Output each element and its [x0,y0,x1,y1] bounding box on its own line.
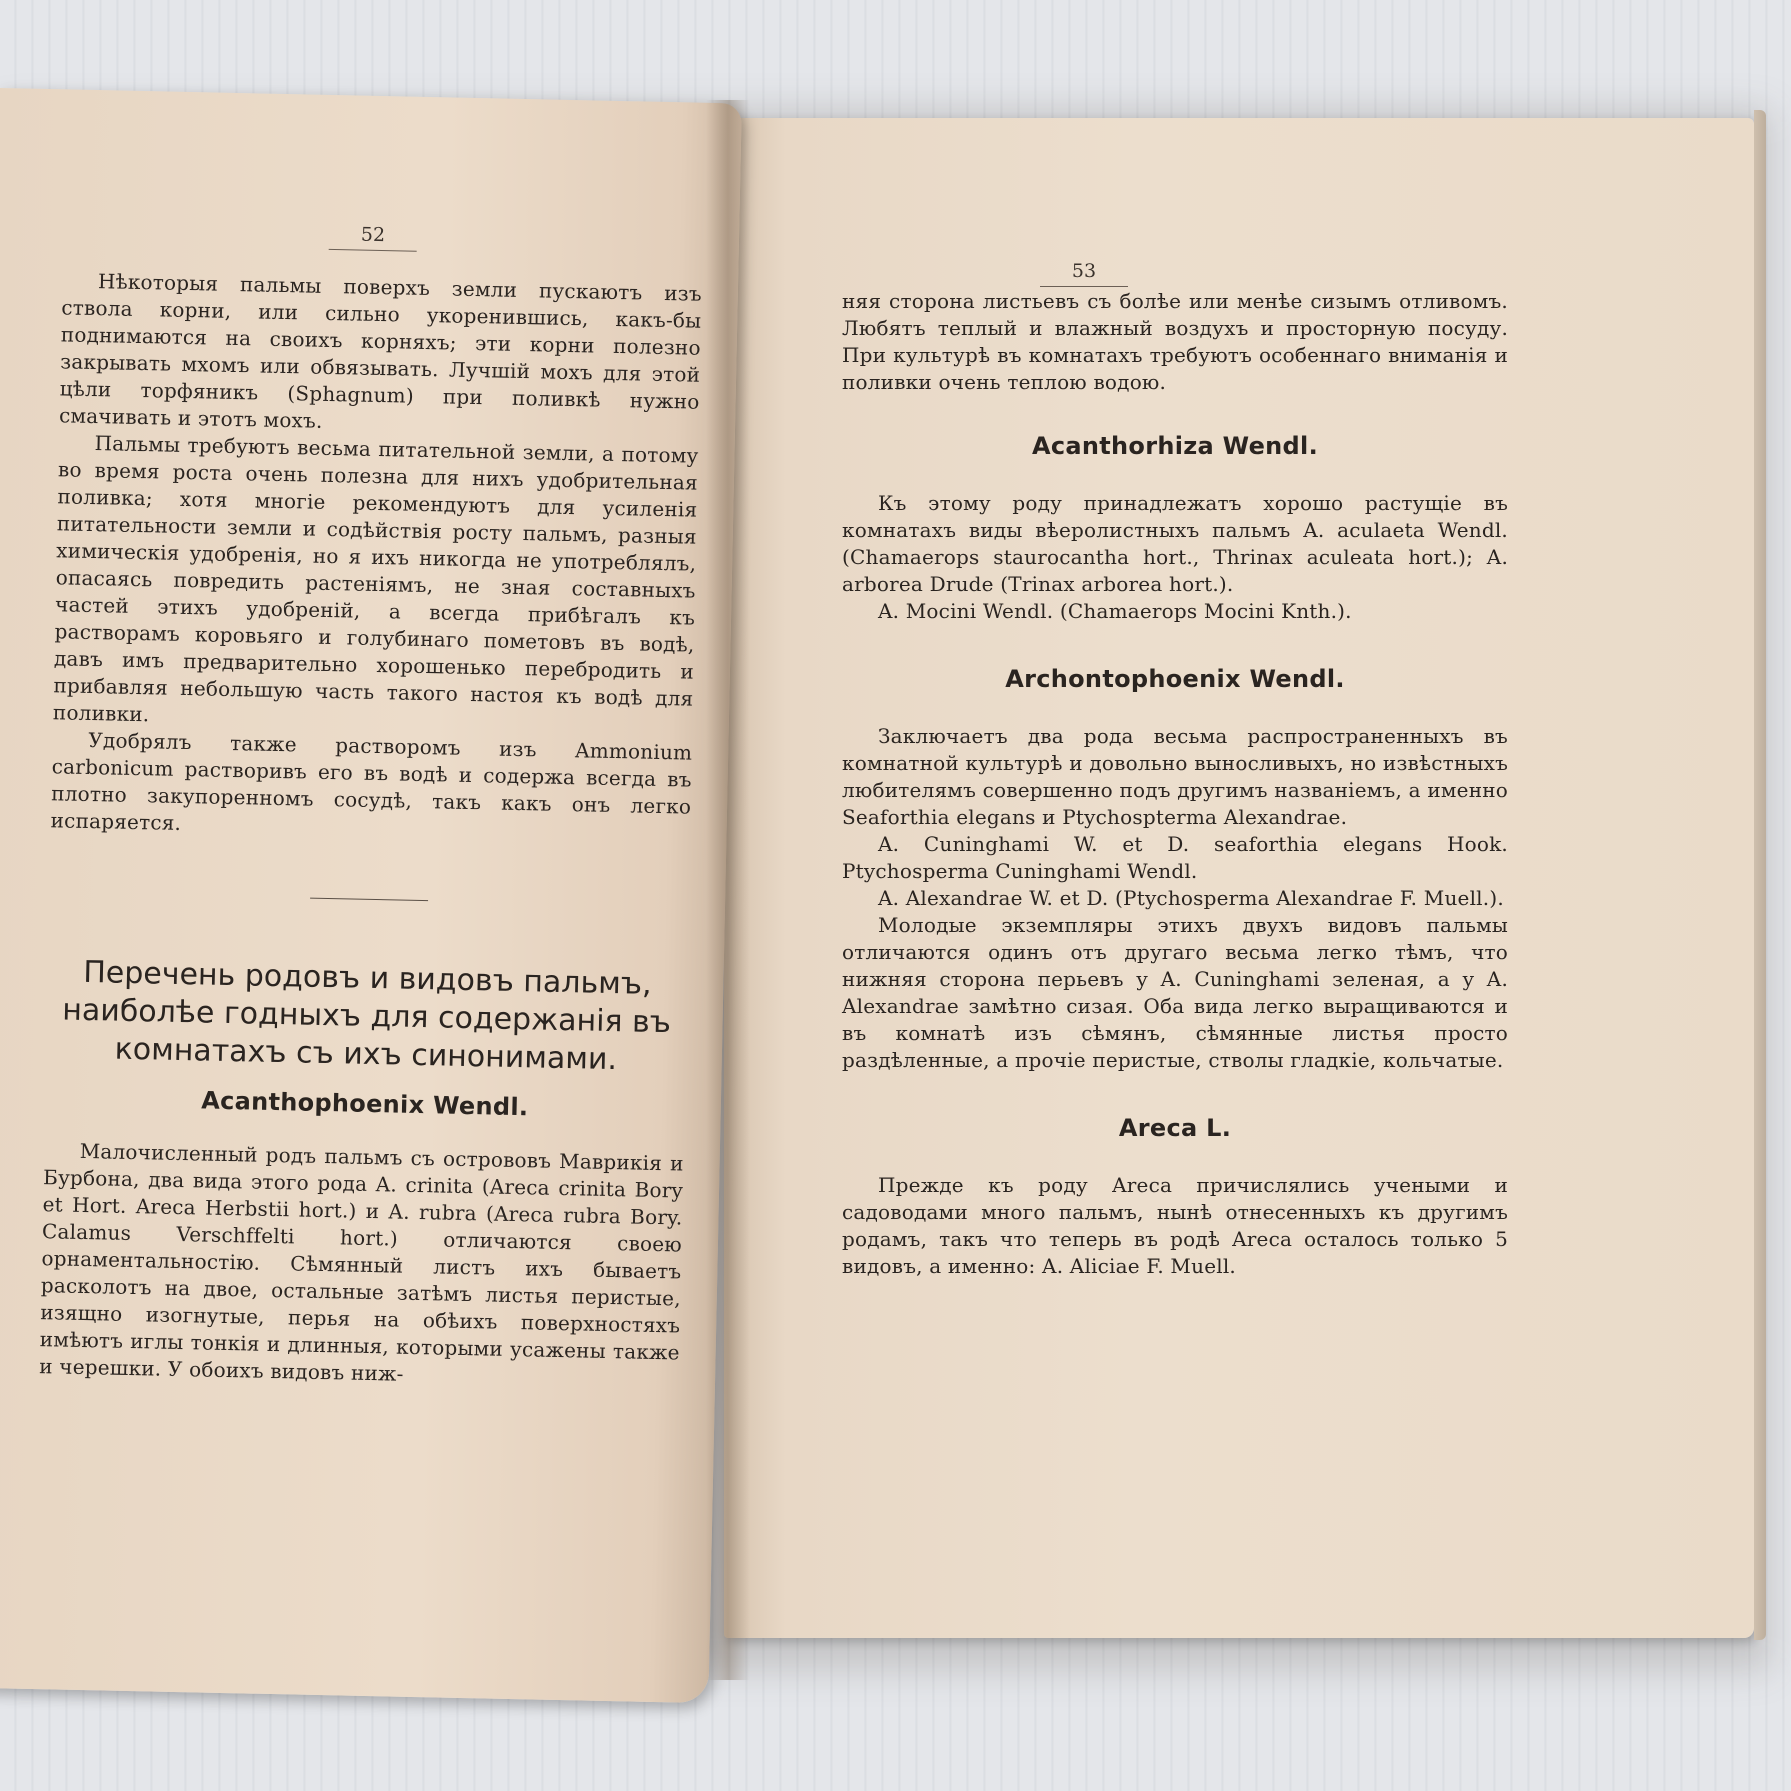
left-page [0,88,742,1703]
paragraph: A. Alexandrae W. et D. (Ptychosperma Alexandrae F. Muell.). [878,886,1504,910]
left-page-text [39,267,702,1393]
paragraph: Прежде къ роду Areca причислялись учеными и садоводами много пальмъ, нынѣ отнесенныхъ къ другимъ родамъ, такъ что теперь въ родѣ Areca осталось только 5 видовъ, а именно: A. Aliciae F. Muell. [842,1173,1508,1278]
paragraph: A. Mocini Wendl. (Chamaerops Mocini Knth.). [878,599,1352,623]
page-number-rule [329,249,417,252]
paragraph: Молодые экземпляры этихъ двухъ видовъ пальмы отличаются одинъ отъ другаго весьма легко тѣмъ, что нижняя сторона перьевъ у A. Cuninghami зеленая, а у A. Alexandrae замѣтно сизая. Оба вида легко выращиваются и въ комнатѣ изъ сѣмянъ, сѣмянные листья просто раздѣленные, а прочіе перистые, стволы гладкіе, кольчатые. [842,913,1508,1072]
section-divider [310,898,428,901]
genus-heading-acanthophoenix: Acanthophoenix Wendl. [200,1086,529,1122]
paragraph: Малочисленный родъ пальмъ съ острововъ Маврикія и Бурбона, два вида этого рода A. crinita (Areca crinita Bory et Hort. Areca Herbstii hort.) и A. rubra (Areca rubra Bory. Calamus Verschffelti hort.) отличаются своею орнаментальностію. Сѣмянный листъ ихъ бываетъ расколотъ на двое, остальные затѣмъ листья перистые, изящно изогнутые, перья на обѣихъ поверхностяхъ имѣютъ иглы тонкія и длинныя, которыми усажены также и черешки. У обоихъ видовъ ниж- [38,1138,684,1386]
paragraph: Удобрялъ также растворомъ изъ Ammonium carbonicum растворивъ его въ водѣ и содержа всегда въ плотно закупоренномъ сосудѣ, такъ какъ онъ легко испаряется. [50,727,693,835]
paragraph: Пальмы требуютъ весьма питательной земли, а потому во время роста очень полезна для нихъ удобрительная поливка; хотя многіе рекомендуютъ для усиленія питательности земли и содѣйствія росту пальмъ, разныя химическія удобренія, но я ихъ никогда не употреблялъ, опасаясь повредить растеніямъ, не зная составныхъ частей этихъ удобреній, а всегда прибѣгалъ къ растворамъ коровьяго и голубинаго пометовъ въ водѣ, давъ имъ предварительно хорошенько перебродить и прибавляя небольшую часть такого настоя къ водѣ для поливки. [52,431,699,727]
paragraph: Заключаетъ два рода весьма распространенныхъ въ комнатной культурѣ и довольно выносливыхъ, но извѣстныхъ любителямъ совершенно подъ другимъ названіемъ, а именно Seaforthia elegans и Ptychospterma Alexandrae. [842,724,1508,829]
paragraph: Къ этому роду принадлежатъ хорошо растущіе въ комнатахъ виды вѣеролистныхъ пальмъ A. aculaeta Wendl. (Chamaerops staurocantha hort., Thrinax aculeata hort.); A. arborea Drude (Trinax arborea hort.). [842,491,1508,596]
genus-heading-areca: Areca L. [1118,1114,1232,1142]
page-number-right: 53 [1071,260,1097,282]
genus-heading-acanthorhiza: Acanthorhiza Wendl. [1031,432,1318,460]
page-edges [1754,110,1766,1640]
book-gutter [706,100,750,1680]
genus-heading-archontophoenix: Archontophoenix Wendl. [1005,665,1345,693]
page-number-left: 52 [360,223,386,247]
right-page-text [842,270,1508,1280]
paragraph: A. Cuninghami W. et D. seaforthia elegans Hook. Ptychosperma Cuninghami Wendl. [842,832,1508,883]
right-page [724,118,1754,1638]
section-title: Перечень родовъ и видовъ пальмъ, наиболѣе годныхъ для содержанія въ комнатахъ съ ихъ синонимами. [61,954,672,1078]
continued-paragraph: няя сторона листьевъ съ болѣе или менѣе сизымъ отливомъ. Любятъ теплый и влажный воздухъ и просторную посуду. При культурѣ въ комнатахъ требуютъ особеннаго вниманія и поливки очень теплою водою. [842,289,1508,394]
paragraph: Нѣкоторыя пальмы поверхъ земли пускаютъ изъ ствола корни, или сильно укоренившись, какъ-бы поднимаются на своихъ корняхъ; эти корни полезно закрывать мхомъ или обвязывать. Лучшій мохъ для этой цѣли торфяникъ (Sphagnum) при поливкѣ нужно смачивать и этотъ мохъ. [58,269,703,433]
